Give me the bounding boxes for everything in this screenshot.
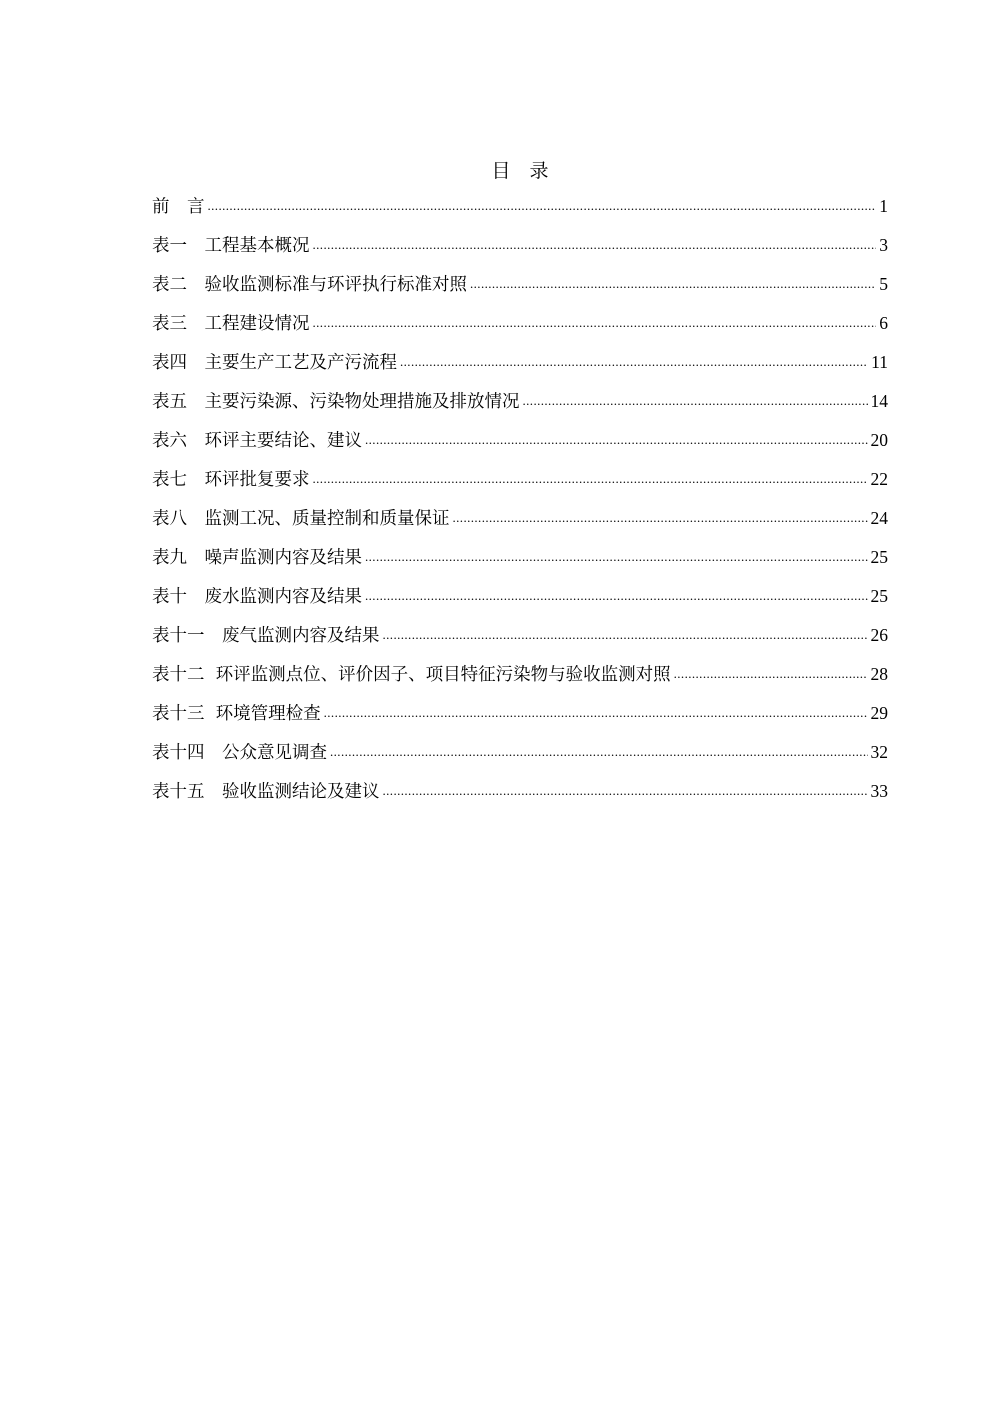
toc-entry[interactable] (152, 738, 888, 777)
toc-entry-page: 3 (879, 235, 888, 255)
toc-entry-page: 29 (870, 703, 888, 723)
toc-list (152, 192, 888, 816)
toc-entry-page: 11 (871, 352, 888, 372)
toc-entry-label: 表四 主要生产工艺及产污流程 (152, 353, 397, 373)
toc-dot-leader (383, 776, 868, 805)
toc-entry[interactable] (152, 465, 888, 504)
toc-entry[interactable] (152, 270, 888, 309)
toc-entry-page: 25 (870, 547, 888, 567)
toc-title: 目 录 (491, 160, 549, 182)
toc-dot-leader (313, 464, 868, 493)
toc-entry-label: 表八 监测工况、质量控制和质量保证 (152, 509, 450, 529)
toc-dot-leader (383, 620, 868, 649)
toc-entry-page: 5 (879, 274, 888, 294)
toc-dot-leader (400, 347, 868, 376)
toc-entry-page: 22 (870, 469, 888, 489)
toc-entry-label: 前 言 (152, 197, 205, 217)
toc-entry-label: 表十四 公众意见调查 (152, 743, 327, 763)
toc-dot-leader (453, 503, 868, 532)
toc-dot-leader (674, 659, 868, 688)
toc-entry[interactable] (152, 621, 888, 660)
toc-entry-page: 24 (870, 508, 888, 528)
toc-dot-leader (365, 581, 868, 610)
toc-entry-label: 表十三 环境管理检查 (152, 704, 321, 724)
toc-dot-leader (313, 308, 877, 337)
toc-entry-page: 28 (870, 664, 888, 684)
toc-entry-label: 表六 环评主要结论、建议 (152, 431, 362, 451)
toc-dot-leader (365, 542, 868, 571)
toc-entry-label: 表九 噪声监测内容及结果 (152, 548, 362, 568)
toc-dot-leader (324, 698, 868, 727)
toc-entry-label: 表十二 环评监测点位、评价因子、项目特征污染物与验收监测对照 (152, 665, 671, 685)
toc-entry-label: 表五 主要污染源、污染物处理措施及排放情况 (152, 392, 520, 412)
toc-dot-leader (208, 191, 877, 220)
toc-entry-page: 14 (870, 391, 888, 411)
toc-entry[interactable] (152, 582, 888, 621)
toc-entry-label: 表二 验收监测标准与环评执行标准对照 (152, 275, 467, 295)
toc-entry-page: 25 (870, 586, 888, 606)
toc-entry[interactable] (152, 699, 888, 738)
toc-dot-leader (365, 425, 868, 454)
toc-dot-leader (470, 269, 876, 298)
toc-entry-label: 表七 环评批复要求 (152, 470, 310, 490)
toc-entry[interactable] (152, 777, 888, 816)
toc-entry-label: 表十五 验收监测结论及建议 (152, 782, 380, 802)
toc-entry-page: 32 (870, 742, 888, 762)
toc-entry[interactable] (152, 426, 888, 465)
toc-entry[interactable] (152, 309, 888, 348)
toc-entry[interactable] (152, 504, 888, 543)
toc-entry-page: 20 (870, 430, 888, 450)
toc-entry-label: 表十 废水监测内容及结果 (152, 587, 362, 607)
toc-entry[interactable] (152, 387, 888, 426)
toc-dot-leader (523, 386, 868, 415)
toc-entry-page: 33 (870, 781, 888, 801)
toc-dot-leader (313, 230, 877, 259)
toc-entry-page: 26 (870, 625, 888, 645)
toc-entry[interactable] (152, 660, 888, 699)
toc-entry[interactable] (152, 543, 888, 582)
toc-entry[interactable] (152, 348, 888, 387)
toc-entry[interactable] (152, 231, 888, 270)
toc-entry-label: 表十一 废气监测内容及结果 (152, 626, 380, 646)
toc-entry-page: 6 (879, 313, 888, 333)
toc-entry-page: 1 (879, 196, 888, 216)
toc-entry[interactable] (152, 192, 888, 231)
toc-entry-label: 表一 工程基本概况 (152, 236, 310, 256)
toc-dot-leader (330, 737, 868, 766)
toc-entry-label: 表三 工程建设情况 (152, 314, 310, 334)
